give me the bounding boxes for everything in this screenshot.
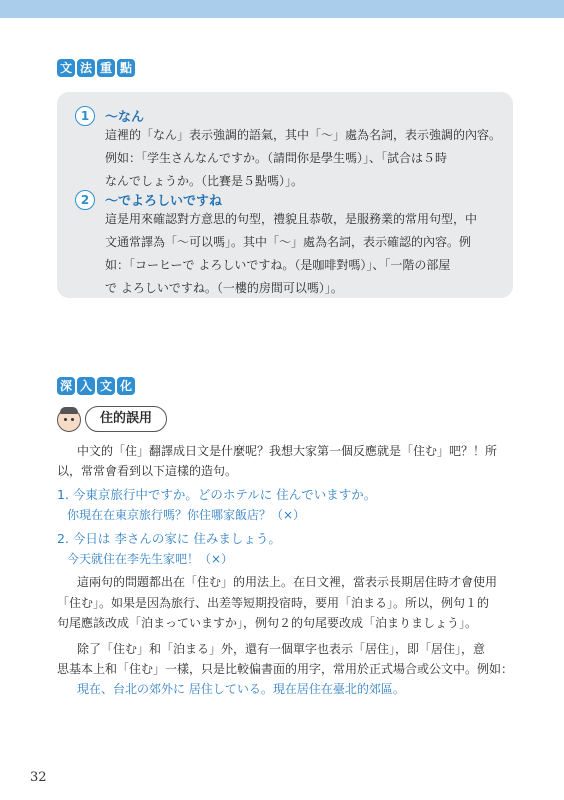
culture-article	[57, 440, 517, 696]
eye-shape	[71, 418, 74, 421]
grammar-point-body	[105, 124, 502, 193]
grammar-point-title: ～でよろしいですね	[105, 194, 223, 209]
person-face-icon	[57, 408, 81, 432]
explanation-line: 句尾應該改成「泊まっていますか」，例句２的句尾要改成「泊まりましょう」。	[57, 616, 478, 630]
explanation-line: 「住む」。如果是因為旅行、出差等短期投宿時，要用「泊まる」。所以，例句１的	[57, 596, 490, 610]
number-badge: 2	[75, 190, 95, 210]
heading-char: 深	[57, 377, 75, 395]
heading-char: 法	[77, 59, 95, 77]
grammar-point-title: ～なん	[105, 110, 145, 125]
body-line: なんでしょうか。（比賽是５點嗎）」。	[105, 174, 304, 188]
grammar-points-box	[57, 92, 513, 298]
explanation-line: 這兩句的問題都出在「住む」的用法上。在日文裡，當表示長期居住時才會使用	[77, 575, 498, 589]
grammar-point-1	[75, 106, 502, 196]
body-line: 例如：「学生さんなんですか。（請問你是學生嗎）」、「試合は５時	[105, 151, 448, 165]
body-line: 這是用來確認對方意思的句型，禮貌且恭敬，是服務業的常用句型，中	[105, 212, 478, 226]
section-heading-grammar	[57, 59, 135, 77]
eye-shape	[64, 418, 67, 421]
body-line: 如：「コーヒーで よろしいですね。（是咖啡對嗎）」、「一階の部屋	[105, 258, 451, 272]
example-japanese: 1. 今東京旅行中ですか。どのホテルに 住んでいますか。	[57, 487, 377, 502]
body-line: 文通常譯為「～可以嗎」。其中「～」處為名詞，表示確認的內容。例	[105, 235, 472, 249]
page-number: 32	[30, 770, 47, 785]
explanation-line: 思基本上和「住む」一樣，只是比較偏書面的用字，常用於正式場合或公文中。例如：	[57, 662, 514, 676]
body-line: 這裡的「なん」表示強調的語氣，其中「～」處為名詞，表示強調的內容。	[105, 128, 502, 142]
example-chinese: 你現在在東京旅行嗎？你住哪家飯店？（×）	[67, 508, 306, 522]
body-line: で よろしいですね。（一樓的房間可以嗎）」。	[105, 281, 343, 295]
heading-char: 點	[117, 59, 135, 77]
heading-char: 入	[77, 377, 95, 395]
example-japanese: 2. 今日は 李さんの家に 住みましょう。	[57, 531, 281, 546]
top-header-bar	[0, 0, 564, 18]
heading-char: 文	[97, 377, 115, 395]
hair-shape	[60, 407, 78, 414]
heading-char: 文	[57, 59, 75, 77]
intro-line: 中文的「住」翻譯成日文是什麼呢？我想大家第一個反應就是「住む」吧？！所	[77, 444, 498, 458]
example-chinese: 今天就住在李先生家吧！（×）	[67, 552, 234, 566]
final-example: 現在、台北の郊外に 居住している。現在居住在臺北的郊區。	[77, 682, 405, 696]
grammar-point-2	[75, 190, 499, 300]
bubble-title: 住的誤用	[85, 406, 167, 432]
heading-char: 重	[97, 59, 115, 77]
explanation-line: 除了「住む」和「泊まる」外，還有一個單字也表示「居住」，即「居住」，意	[77, 642, 486, 656]
grammar-point-body	[105, 208, 495, 300]
section-heading-culture	[57, 377, 135, 395]
intro-line: 以，常常會看到以下這樣的造句。	[57, 464, 238, 478]
heading-char: 化	[117, 377, 135, 395]
number-badge: 1	[75, 106, 95, 126]
